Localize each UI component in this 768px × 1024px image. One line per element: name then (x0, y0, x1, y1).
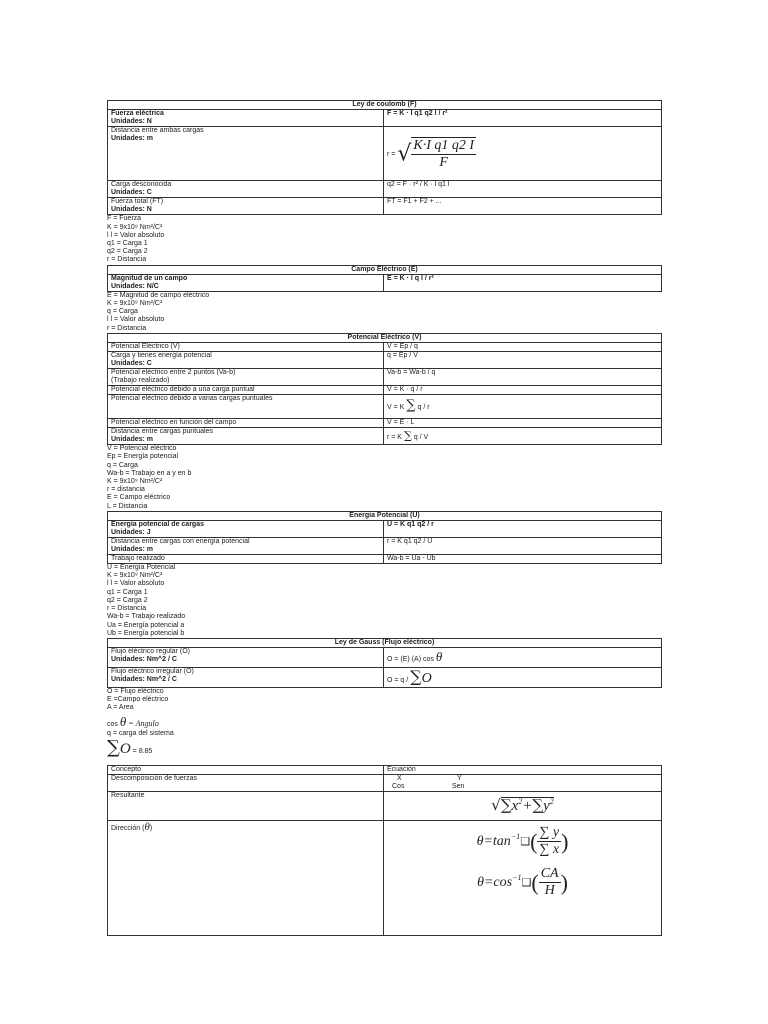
energia-row-units: Unidades: J (111, 528, 151, 536)
note-line: r = Distancia (107, 324, 147, 332)
sqrt-icon: √ (491, 795, 501, 814)
note-line: Wa-b = Trabajo realizado (107, 613, 186, 621)
potencial-row-label: Potencial eléctrico debido a varias cargas puntuales (108, 395, 384, 419)
vector-row-label: Descomposición de fuerzas (108, 774, 384, 791)
denominator: F (439, 154, 448, 170)
note-line: q1 = Carga 1 (107, 588, 148, 596)
tan-label: θ=tan (476, 833, 511, 849)
formula-prefix: V = K (387, 404, 405, 412)
box-icon: ❑ (521, 875, 532, 889)
note-line: r = distancia (107, 486, 145, 494)
note-line: O = Flujo eléctrico (107, 688, 164, 696)
paren-right-icon: ) (561, 828, 569, 854)
coulomb-row-units: Unidades: N (111, 118, 152, 126)
energia-row-label: Energía potencial de cargas (111, 520, 204, 528)
denominator: H (544, 883, 555, 899)
potencial-notes (107, 445, 661, 511)
epsilon-value: = 8.85 (132, 747, 153, 755)
theta-symbol: θ (119, 713, 127, 729)
note-line: q = Carga (107, 308, 138, 316)
campo-table (107, 265, 662, 292)
note-line: E =Campo eléctrico (107, 696, 169, 704)
direccion-label (108, 820, 384, 935)
gauss-table (107, 638, 662, 688)
campo-row-units: Unidades: N/C (111, 282, 159, 290)
coulomb-row-units: Unidades: m (111, 135, 154, 143)
sigma-icon: ∑ (107, 736, 120, 758)
coulomb-formula-distance (384, 127, 662, 181)
formula-prefix: r = K (387, 433, 402, 441)
note-line: V = Potencial eléctrico (107, 445, 177, 453)
sen-label: Sen (452, 782, 465, 790)
potencial-formula: V = E · L (384, 419, 662, 428)
denominator: ∑ x (539, 842, 560, 857)
energia-formula: Wa-b = Ua - Ub (384, 555, 662, 564)
note-line: q = Carga (107, 461, 138, 469)
coulomb-row-label: Fuerza eléctrica (111, 110, 164, 118)
gauss-row-units: Unidades: Nm^2 / C (111, 676, 177, 683)
y-label: Y (457, 774, 462, 782)
potencial-title: Potencial Eléctrico (V) (108, 333, 662, 342)
gauss-formula-irregular (384, 667, 662, 687)
fraction (537, 825, 561, 858)
gauss-notes (107, 688, 661, 758)
note-line: q = carga del sistema (107, 729, 174, 737)
potencial-formula: Va-b = Wa-b / q (384, 368, 662, 385)
gauss-row-label: Flujo eléctrico regular (O) (111, 647, 190, 655)
note-line: q2 = Carga 2 (107, 596, 148, 604)
potencial-row-label: Distancia entre cargas puntuales (111, 428, 213, 436)
note-line: K = 9x10⁹ Nm²/C² (107, 223, 163, 231)
cos-formula (387, 866, 658, 899)
formula-symbol: O (421, 670, 432, 686)
ecuacion-header: Ecuación (384, 765, 662, 774)
coulomb-title: Ley de coulomb (F) (108, 101, 662, 110)
formula-sheet (107, 100, 661, 936)
coulomb-formula-total: FT = F1 + F2 + ... (384, 198, 662, 215)
numerator: K·I q1 q2 I (411, 138, 476, 155)
energia-row-label: Trabajo realizado (108, 555, 384, 564)
coulomb-row-units: Unidades: N (111, 206, 152, 214)
potencial-row-label: Potencial eléctrico debido a una carga puntual (108, 385, 384, 394)
note-line: L = Distancia (107, 502, 148, 510)
resultante-expression: $√\sum x^2+\sum y^2$ (491, 795, 554, 814)
campo-row-label: Magnitud de un campo (111, 274, 188, 282)
sigma-icon: ∑ (403, 428, 412, 442)
potencial-row-label: Potencial Eléctrico (V) (108, 342, 384, 351)
note-line: U = Energía Potencial (107, 564, 176, 572)
note-line: K = 9x10⁹ Nm²/C² (107, 572, 163, 580)
cos-label: cos (107, 720, 118, 728)
vectors-table (107, 765, 662, 936)
energia-row-label: Distancia entre cargas con energía potencial (111, 537, 250, 545)
potencial-row-label: Potencial eléctrico entre 2 puntos (Va-b) (111, 368, 236, 376)
note-line: K = 9x10⁹ Nm²/C² (107, 299, 163, 307)
potencial-row-units: Unidades: C (111, 359, 152, 367)
energia-table (107, 511, 662, 564)
coulomb-row-label: Fuerza total (FT) (111, 198, 164, 206)
gauss-row-units: Unidades: Nm^2 / C (111, 656, 177, 663)
theta-symbol: θ (435, 648, 443, 664)
vector-row-label: Resultante (108, 791, 384, 820)
box-icon: ❑ (520, 834, 531, 848)
potencial-formula: V = Ep / q (384, 342, 662, 351)
potencial-formula-sum (384, 395, 662, 419)
note-line: E = Campo eléctrico (107, 494, 171, 502)
energia-row-units: Unidades: m (111, 545, 154, 553)
note-line: F = Fuerza (107, 215, 142, 223)
note-line: q2 = Carga 2 (107, 248, 148, 256)
sqrt-icon: √ (397, 140, 412, 166)
direccion-prefix: Dirección ( (111, 824, 145, 832)
note-line: q1 = Carga 1 (107, 239, 148, 247)
potencial-formula: V = K · q / r (384, 385, 662, 394)
concepto-header: Concepto (108, 765, 384, 774)
note-line: K = 9x10⁹ Nm²/C² (107, 477, 163, 485)
note-line: Wa-b = Trabajo en a y en b (107, 469, 192, 477)
fraction (411, 137, 476, 171)
sigma-icon: ∑ (406, 398, 416, 414)
energia-title: Energía Potencial (U) (108, 511, 662, 520)
note-line: Ep = Energía potencial (107, 453, 179, 461)
tan-formula (387, 825, 658, 858)
potencial-row-units: Unidades: m (111, 436, 154, 444)
sigma-icon: ∑ (410, 666, 422, 686)
campo-formula: E = K · l q l / r² (384, 274, 662, 291)
potencial-formula-sum (384, 428, 662, 445)
theta-symbol: θ (144, 820, 150, 833)
note-line: Ub = Energía potencial b (107, 629, 185, 637)
campo-notes (107, 292, 661, 333)
formula-suffix: q / V (413, 433, 429, 441)
energia-formula: r = K q1 q2 / U (384, 537, 662, 554)
resultante-formula (384, 791, 662, 820)
potencial-formula: q = Ep / V (384, 351, 662, 368)
fraction (539, 866, 561, 899)
exponent: −1 (510, 832, 521, 842)
note-line: l l = Valor absoluto (107, 316, 165, 324)
numerator: CA (539, 866, 561, 883)
note-line: l l = Valor absoluto (107, 231, 165, 239)
potencial-table (107, 333, 662, 445)
direccion-suffix: ) (149, 824, 153, 832)
note-line: r = Distancia (107, 256, 147, 264)
exponent: −1 (512, 873, 522, 883)
energia-notes (107, 564, 661, 638)
paren-left-icon: ( (530, 828, 538, 854)
gauss-title: Ley de Gauss (Flujo eléctrico) (108, 638, 662, 647)
note-line: E = Magnitud de campo eléctrico (107, 291, 210, 299)
cos-label: θ=cos (477, 874, 513, 890)
potencial-row-note: (Trabajo realizado) (111, 376, 170, 384)
energia-formula: U = K q1 q2 / r (384, 520, 662, 537)
note-line: r = Distancia (107, 605, 147, 613)
angle-note (107, 714, 661, 730)
decomposition-formula (384, 774, 662, 791)
formula-suffix: q / r (417, 404, 430, 412)
potencial-row-label: Carga y tienes energía potencial (111, 351, 212, 359)
note-line: Ua = Energía potencial a (107, 621, 185, 629)
x-label: X (397, 774, 402, 782)
formula-prefix: r = (387, 150, 396, 158)
paren-right-icon: ) (560, 870, 568, 896)
coulomb-row-units: Unidades: C (111, 189, 152, 197)
gauss-formula-regular (384, 647, 662, 667)
cos-label: Cos (392, 782, 405, 790)
coulomb-formula-force: F = K · l q1 q2 l / r² (384, 110, 662, 127)
note-line: A = Area (107, 704, 134, 712)
epsilon-note (107, 738, 661, 758)
campo-title: Campo Eléctrico (E) (108, 265, 662, 274)
potencial-row-label: Potencial eléctrico en función del campo (108, 419, 384, 428)
coulomb-formula-charge: q2 = F · r² / K · l q1 l (384, 181, 662, 198)
note-line: l l = Valor absoluto (107, 580, 165, 588)
coulomb-row-label: Carga desconocida (111, 181, 172, 189)
paren-left-icon: ( (531, 870, 539, 896)
formula-prefix: O = (E) (A) cos (387, 655, 434, 663)
formula-prefix: O = q / (387, 676, 409, 684)
gauss-row-label: Flujo eléctrico irregular (O) (111, 667, 194, 675)
coulomb-notes (107, 215, 661, 264)
direccion-formulas (384, 820, 662, 935)
numerator: ∑ y (537, 825, 561, 842)
coulomb-table (107, 100, 662, 215)
angulo-label: = Angulo (128, 718, 159, 728)
formula-symbol: O (119, 740, 131, 757)
coulomb-row-label: Distancia entre ambas cargas (111, 127, 204, 135)
